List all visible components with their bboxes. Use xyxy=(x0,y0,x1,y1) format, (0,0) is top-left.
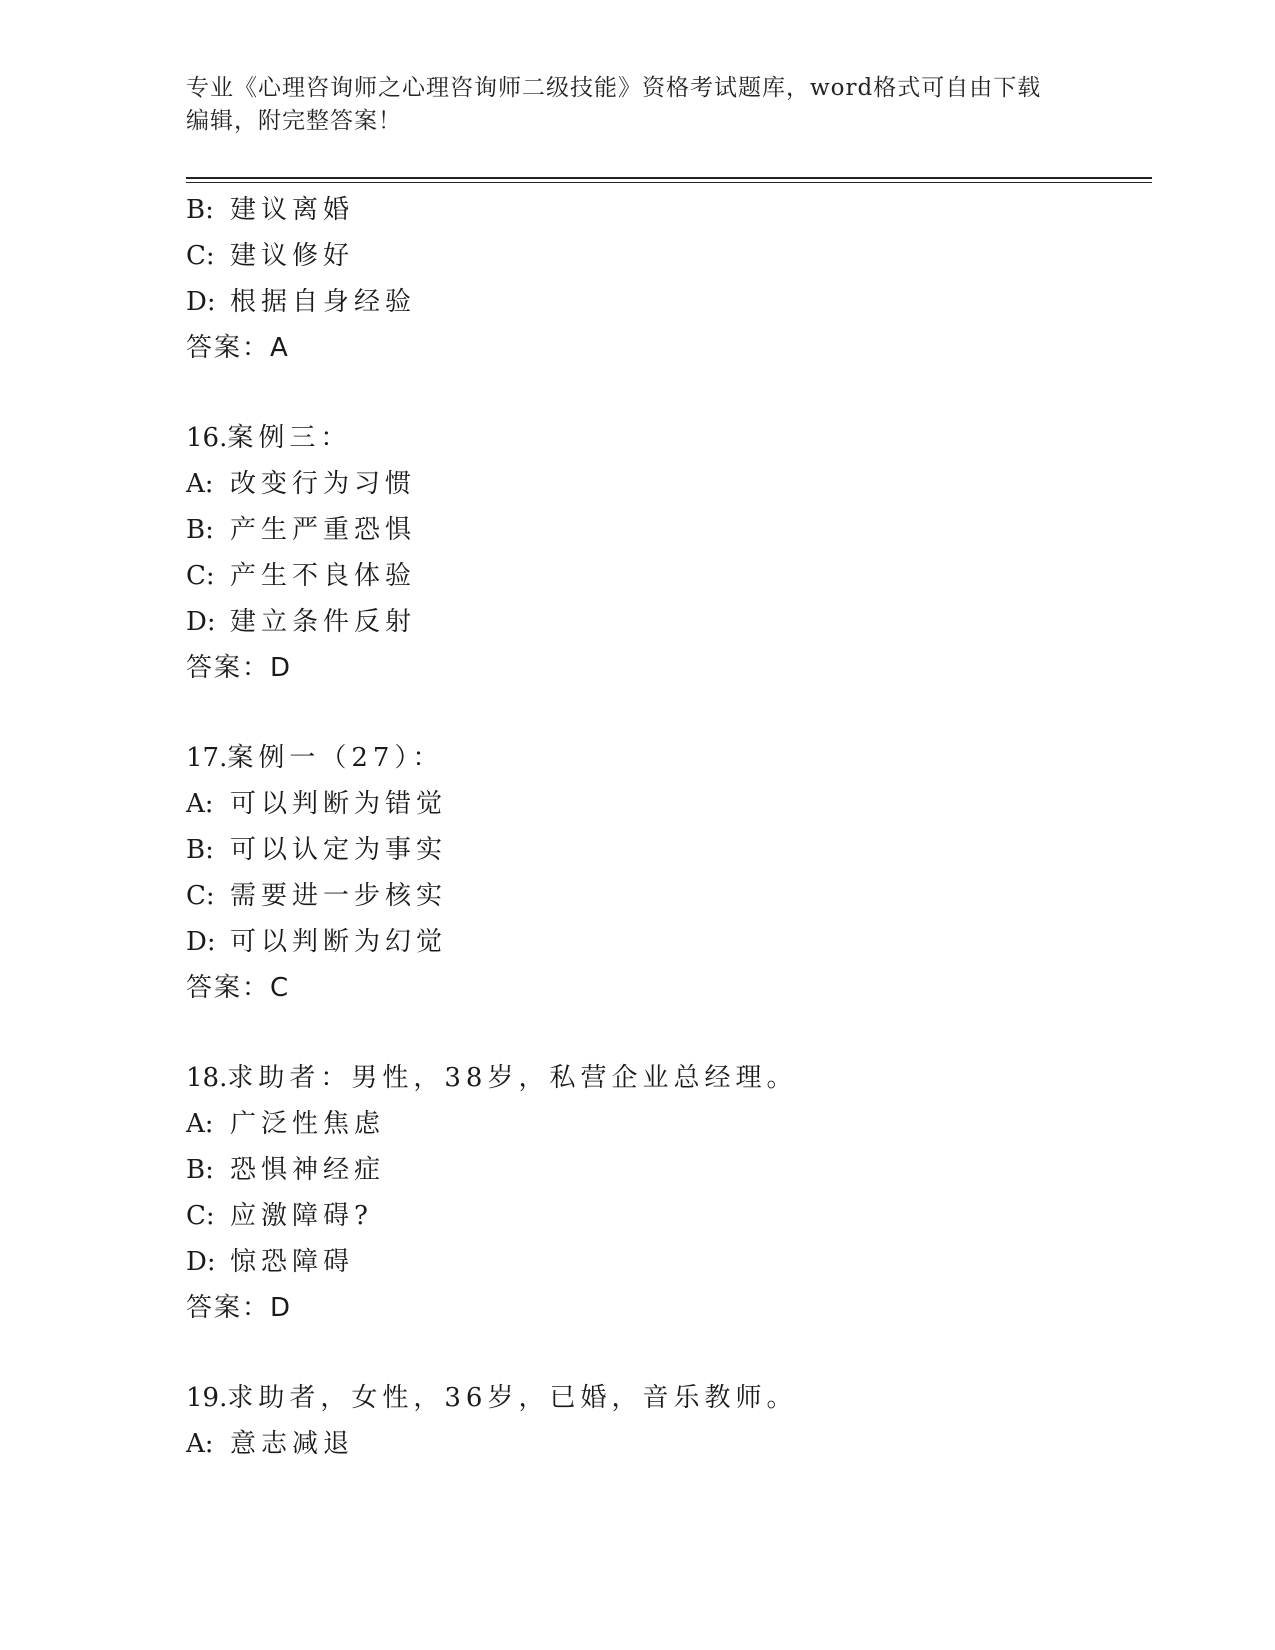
option-text: 可以认定为事实 xyxy=(230,835,448,865)
question-block-17 xyxy=(186,735,1152,1011)
answer-label: 答案： xyxy=(186,1293,271,1323)
question-text: 案例一（27）： xyxy=(227,743,444,773)
option-row xyxy=(186,553,1152,599)
intro-line-1: 专业《心理咨询师之心理咨询师二级技能》资格考试题库，word格式可自由下载 xyxy=(186,75,1042,101)
header-rule-thick xyxy=(186,177,1152,179)
option-row xyxy=(186,827,1152,873)
question-number: 17. xyxy=(186,743,228,773)
option-letter: C: xyxy=(186,881,215,911)
option-text: 意志减退 xyxy=(230,1429,355,1459)
spacer xyxy=(186,371,1152,415)
question-number: 19. xyxy=(186,1383,228,1413)
answer-row xyxy=(186,965,1152,1011)
question-list xyxy=(186,187,1152,1467)
option-text: 广泛性焦虑 xyxy=(230,1109,386,1139)
question-stem xyxy=(186,415,1152,461)
header-rule-thin xyxy=(186,182,1152,183)
option-text: 需要进一步核实 xyxy=(230,881,448,911)
option-row xyxy=(186,233,1152,279)
answer-label: 答案： xyxy=(186,333,271,363)
option-text: 建议离婚 xyxy=(230,195,355,225)
option-letter: D: xyxy=(186,287,216,317)
option-letter: A: xyxy=(186,1109,214,1139)
answer-value: D xyxy=(270,653,293,683)
answer-value: A xyxy=(270,333,290,363)
option-text: 改变行为习惯 xyxy=(230,469,417,499)
option-letter: D: xyxy=(186,607,216,637)
option-row xyxy=(186,1239,1152,1285)
spacer xyxy=(186,1331,1152,1375)
answer-row xyxy=(186,1285,1152,1331)
answer-label: 答案： xyxy=(186,973,271,1003)
option-text: 产生严重恐惧 xyxy=(230,515,417,545)
spacer xyxy=(186,691,1152,735)
option-letter: C: xyxy=(186,1201,215,1231)
question-block-prev xyxy=(186,187,1152,371)
answer-value: D xyxy=(270,1293,293,1323)
question-block-16 xyxy=(186,415,1152,691)
option-letter: D: xyxy=(186,1247,216,1277)
intro-line-2: 编辑，附完整答案！ xyxy=(186,108,402,134)
question-block-19 xyxy=(186,1375,1152,1467)
option-letter: A: xyxy=(186,789,214,819)
question-number: 16. xyxy=(186,423,228,453)
option-text: 根据自身经验 xyxy=(230,287,417,317)
option-row xyxy=(186,1193,1152,1239)
option-row xyxy=(186,781,1152,827)
answer-row xyxy=(186,645,1152,691)
answer-value: C xyxy=(270,973,291,1003)
option-letter: B: xyxy=(186,515,214,545)
option-row xyxy=(186,1421,1152,1467)
question-text: 案例三： xyxy=(227,423,352,453)
answer-label: 答案： xyxy=(186,653,271,683)
spacer xyxy=(186,1011,1152,1055)
option-letter: A: xyxy=(186,469,214,499)
answer-row xyxy=(186,325,1152,371)
option-text: 建立条件反射 xyxy=(230,607,417,637)
option-row xyxy=(186,187,1152,233)
option-text: 可以判断为错觉 xyxy=(230,789,448,819)
option-letter: B: xyxy=(186,835,214,865)
option-text: 恐惧神经症 xyxy=(230,1155,386,1185)
question-stem xyxy=(186,1055,1152,1101)
question-stem xyxy=(186,735,1152,781)
option-letter: B: xyxy=(186,1155,214,1185)
question-text: 求助者，女性，36岁，已婚，音乐教师。 xyxy=(227,1383,798,1413)
option-text: 应激障碍? xyxy=(230,1201,373,1231)
option-row xyxy=(186,599,1152,645)
option-text: 建议修好 xyxy=(230,241,355,271)
option-row xyxy=(186,461,1152,507)
option-letter: D: xyxy=(186,927,216,957)
option-row xyxy=(186,873,1152,919)
question-text: 求助者：男性，38岁，私营企业总经理。 xyxy=(227,1063,798,1093)
question-stem xyxy=(186,1375,1152,1421)
option-letter: C: xyxy=(186,561,215,591)
option-letter: A: xyxy=(186,1429,214,1459)
option-row xyxy=(186,279,1152,325)
option-row xyxy=(186,919,1152,965)
option-text: 可以判断为幻觉 xyxy=(230,927,448,957)
option-letter: B: xyxy=(186,195,214,225)
document-intro xyxy=(186,72,1066,138)
option-text: 惊恐障碍 xyxy=(230,1247,355,1277)
question-number: 18. xyxy=(186,1063,228,1093)
question-block-18 xyxy=(186,1055,1152,1331)
option-row xyxy=(186,1101,1152,1147)
option-row xyxy=(186,507,1152,553)
option-text: 产生不良体验 xyxy=(230,561,417,591)
option-letter: C: xyxy=(186,241,215,271)
option-row xyxy=(186,1147,1152,1193)
